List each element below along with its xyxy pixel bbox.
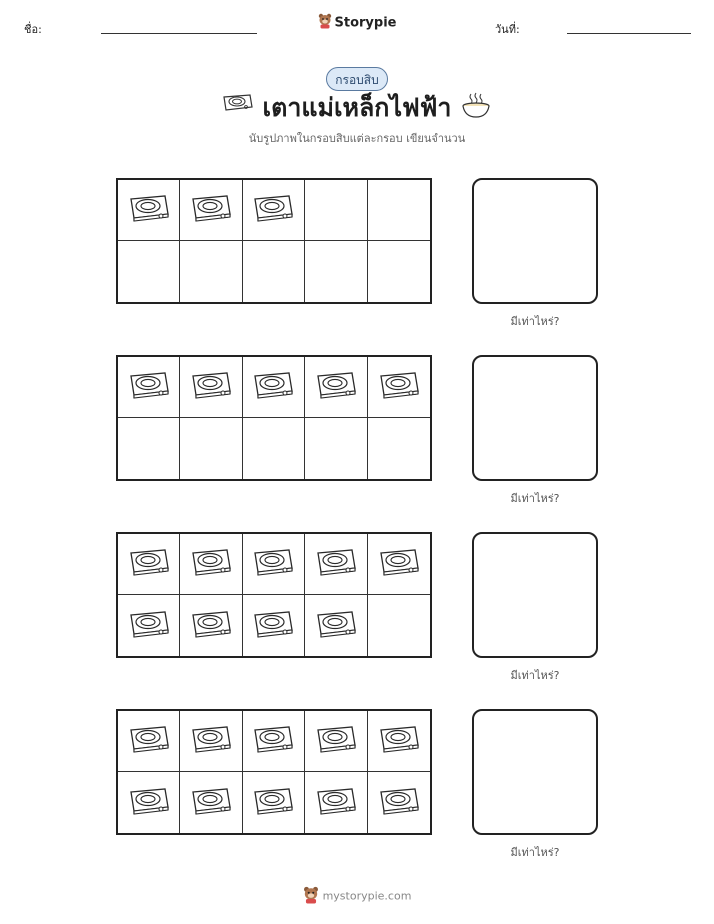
question-label-4: มีเท่าไหร่? [510, 846, 560, 859]
date-label: วันที่: [495, 23, 520, 36]
induction-stove-icon [126, 607, 172, 645]
frame-cell [243, 534, 305, 595]
date-line[interactable] [567, 33, 691, 34]
induction-stove-icon [188, 722, 234, 760]
answer-box-3[interactable] [472, 532, 598, 658]
induction-stove-icon [250, 607, 296, 645]
footer [0, 886, 714, 907]
question-label-3: มีเท่าไหร่? [510, 669, 560, 682]
frame-cell [118, 595, 180, 656]
frame-cell [368, 357, 430, 418]
induction-stove-icon [376, 545, 422, 583]
name-label: ชื่อ: [24, 23, 42, 36]
induction-stove-icon [376, 784, 422, 822]
frame-cell [305, 534, 367, 595]
frame-cell [305, 772, 367, 833]
induction-stove-icon [188, 191, 234, 229]
frame-cell [180, 241, 242, 302]
soup-bowl-icon [460, 92, 492, 124]
frame-cell [243, 772, 305, 833]
frame-cell [305, 241, 367, 302]
induction-stove-icon [376, 722, 422, 760]
frame-cell [118, 711, 180, 772]
page-title: เตาแม่เหล็กไฟฟ้า [262, 93, 452, 122]
frame-cell [368, 595, 430, 656]
answer-box-1[interactable] [472, 178, 598, 304]
footer-url: mystorypie.com [322, 889, 412, 903]
brand-logo [0, 13, 714, 33]
ten-frame-2 [116, 355, 432, 481]
frame-cell [368, 241, 430, 302]
frame-cell [118, 772, 180, 833]
instructions: นับรูปภาพในกรอบสิบแต่ละกรอบ เขียนจำนวน [248, 132, 466, 145]
induction-stove-icon [313, 545, 359, 583]
induction-stove-icon [313, 784, 359, 822]
ten-frame-4 [116, 709, 432, 835]
frame-cell [368, 711, 430, 772]
frame-cell [243, 241, 305, 302]
name-line[interactable] [101, 33, 257, 34]
frame-cell [243, 180, 305, 241]
frame-cell [118, 357, 180, 418]
bear-logo-icon [303, 886, 319, 907]
frame-cell [118, 241, 180, 302]
frame-cell [243, 711, 305, 772]
frame-cell [243, 357, 305, 418]
induction-stove-icon [250, 545, 296, 583]
frame-cell [368, 534, 430, 595]
induction-stove-icon [188, 607, 234, 645]
induction-stove-icon [313, 722, 359, 760]
induction-stove-icon [126, 368, 172, 406]
induction-stove-icon [188, 368, 234, 406]
answer-box-2[interactable] [472, 355, 598, 481]
frame-cell [180, 180, 242, 241]
brand-name: Storypie [334, 15, 397, 31]
frame-cell [368, 180, 430, 241]
induction-stove-icon [250, 784, 296, 822]
frame-cell [180, 595, 242, 656]
frame-cell [368, 418, 430, 479]
frame-cell [305, 418, 367, 479]
frame-cell [180, 534, 242, 595]
frame-cell [180, 357, 242, 418]
frame-cell [118, 534, 180, 595]
frame-cell [118, 180, 180, 241]
ten-frame-1 [116, 178, 432, 304]
frame-cell [243, 418, 305, 479]
induction-stove-icon [188, 784, 234, 822]
induction-stove-icon [376, 368, 422, 406]
frame-cell [368, 772, 430, 833]
frame-cell [305, 711, 367, 772]
frame-cell [305, 357, 367, 418]
induction-stove-icon [126, 545, 172, 583]
category-badge: กรอบสิบ [326, 67, 388, 91]
frame-cell [305, 180, 367, 241]
answer-box-4[interactable] [472, 709, 598, 835]
induction-stove-icon [250, 722, 296, 760]
frame-cell [243, 595, 305, 656]
bear-logo-icon [318, 13, 332, 33]
induction-stove-icon [313, 607, 359, 645]
induction-stove-icon [250, 368, 296, 406]
frame-cell [118, 418, 180, 479]
induction-stove-icon [126, 191, 172, 229]
frame-cell [305, 595, 367, 656]
question-label-2: มีเท่าไหร่? [510, 492, 560, 505]
induction-stove-icon [126, 722, 172, 760]
induction-stove-icon [188, 545, 234, 583]
frame-cell [180, 711, 242, 772]
question-label-1: มีเท่าไหร่? [510, 315, 560, 328]
frame-cell [180, 418, 242, 479]
frame-cell [180, 772, 242, 833]
induction-stove-icon [313, 368, 359, 406]
induction-stove-icon [250, 191, 296, 229]
induction-stove-icon [126, 784, 172, 822]
ten-frame-3 [116, 532, 432, 658]
